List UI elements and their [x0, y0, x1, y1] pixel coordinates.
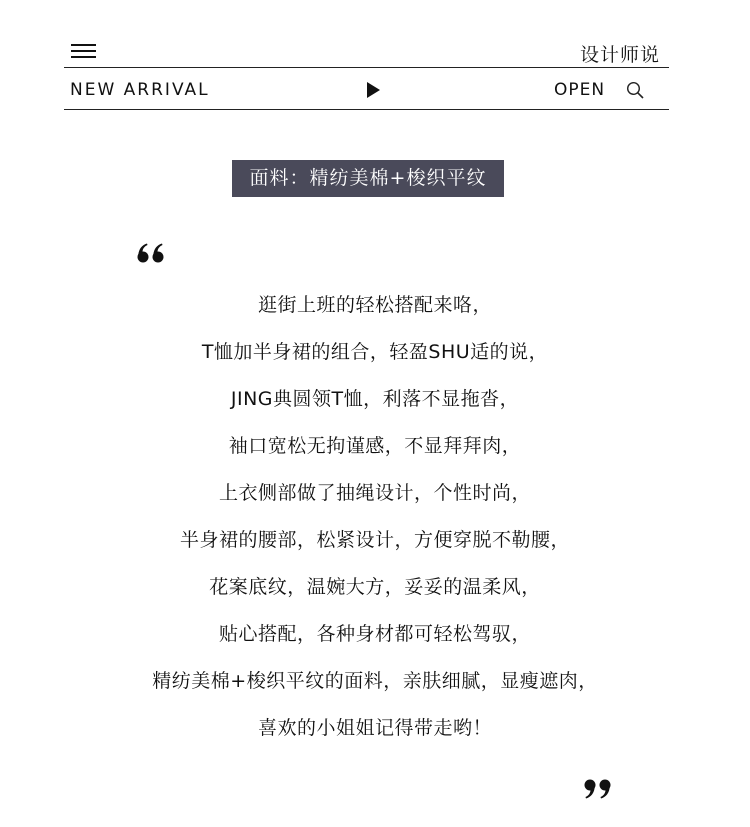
search-icon[interactable]	[626, 81, 644, 99]
fabric-badge: 面料：精纺美棉+梭织平纹	[232, 160, 504, 197]
product-description	[0, 282, 750, 752]
nav-open[interactable]: OPEN	[554, 80, 606, 100]
description-line: T恤加半身裙的组合，轻盈SHU适的说，	[201, 341, 549, 363]
close-quote-icon	[582, 778, 614, 800]
description-line: 精纺美棉+梭织平纹的面料，亲肤细腻，显瘦遮肉，	[152, 670, 598, 692]
designer-link[interactable]: 设计师说	[579, 44, 660, 66]
open-quote-icon	[136, 242, 168, 264]
hamburger-menu-icon[interactable]	[71, 44, 96, 60]
description-line: 花案底纹，温婉大方，妥妥的温柔风，	[209, 576, 541, 598]
nav-new-arrival[interactable]: NEW ARRIVAL	[70, 80, 210, 100]
description-line: 喜欢的小姐姐记得带走哟！	[257, 717, 492, 739]
description-line: 袖口宽松无拘谨感，不显拜拜肉，	[228, 435, 522, 457]
nav-bar	[64, 67, 669, 110]
description-line: 贴心搭配，各种身材都可轻松驾驭，	[218, 623, 531, 645]
play-icon[interactable]	[367, 82, 380, 98]
description-line: 上衣侧部做了抽绳设计，个性时尚，	[218, 482, 531, 504]
description-line: 半身裙的腰部，松紧设计，方便穿脱不勒腰，	[179, 529, 570, 551]
description-line: 逛街上班的轻松搭配来咯，	[257, 294, 492, 316]
description-line: JING典圆领T恤，利落不显拖沓，	[230, 388, 520, 410]
